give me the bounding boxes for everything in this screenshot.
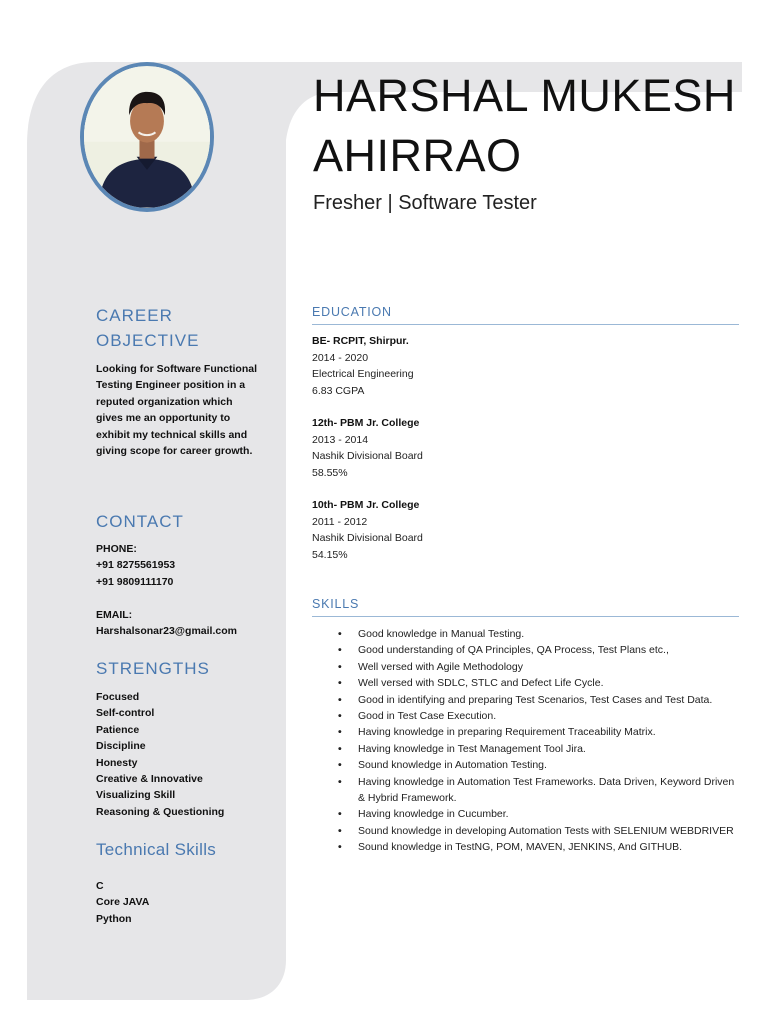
skill-item: • Sound knowledge in TestNG, POM, MAVEN, JENKINS, And GITHUB. [338, 839, 740, 855]
contact-heading: CONTACT [96, 512, 184, 531]
phone-number-2: +91 9809111170 [96, 575, 174, 588]
technical-skill-item: Python [96, 912, 132, 925]
education-institution: 12th- PBM Jr. College [312, 417, 420, 429]
skill-item: • Good in identifying and preparing Test Scenarios, Test Cases and Test Data. [338, 692, 740, 708]
technical-skill-item: C [96, 880, 104, 892]
strengths-list [96, 689, 224, 820]
education-score: 58.55% [312, 466, 348, 479]
email-address: Harshalsonar23@gmail.com [96, 625, 237, 638]
skill-item: • Good knowledge in Manual Testing. [338, 626, 740, 642]
education-heading: EDUCATION [312, 305, 392, 319]
candidate-name [313, 66, 736, 186]
strength-item: Self-control [96, 707, 155, 720]
skill-item: • Well versed with SDLC, STLC and Defect Life Cycle. [338, 675, 740, 691]
phone-number-1: +91 8275561953 [96, 559, 176, 572]
skill-item: • Having knowledge in Automation Test Frameworks. Data Driven, Keyword Driven & Hybrid Framework. [338, 774, 740, 807]
education-years: 2014 - 2020 [312, 351, 369, 364]
name-line-1: HARSHAL MUKESH [313, 70, 736, 121]
education-field: Nashik Divisional Board [312, 532, 423, 544]
skills-divider [312, 616, 739, 617]
technical-skills-list [96, 878, 149, 927]
education-institution: BE- RCPIT, Shirpur. [312, 335, 409, 347]
skills-heading: SKILLS [312, 597, 360, 611]
skill-item: • Sound knowledge in developing Automation Tests with SELENIUM WEBDRIVER [338, 823, 740, 839]
education-field: Nashik Divisional Board [312, 450, 423, 462]
contact-block [96, 541, 237, 639]
education-score: 54.15% [312, 548, 348, 561]
technical-skills-heading: Technical Skills [96, 840, 217, 859]
education-score: 6.83 CGPA [312, 384, 365, 397]
skill-item: • Well versed with Agile Methodology [338, 659, 740, 675]
strength-item: Discipline [96, 740, 146, 753]
strength-item: Patience [96, 723, 140, 736]
technical-skill-item: Core JAVA [96, 896, 150, 909]
strengths-heading: STRENGTHS [96, 659, 210, 678]
skill-item: • Having knowledge in preparing Requirement Traceability Matrix. [338, 724, 740, 740]
education-institution: 10th- PBM Jr. College [312, 499, 420, 511]
strength-item: Reasoning & Questioning [96, 805, 225, 818]
email-label: EMAIL: [96, 608, 133, 621]
skills-list [338, 626, 740, 856]
skill-item: • Sound knowledge in Automation Testing. [338, 757, 740, 773]
profile-photo [80, 62, 214, 212]
name-line-2: AHIRRAO [313, 130, 522, 181]
strength-item: Honesty [96, 756, 138, 769]
strength-item: Creative & Innovative [96, 773, 203, 786]
job-title: Fresher | Software Tester [313, 192, 537, 214]
education-entry [312, 415, 423, 481]
education-divider [312, 324, 739, 325]
skill-item: • Good in Test Case Execution. [338, 708, 740, 724]
strength-item: Focused [96, 691, 140, 703]
skill-item: • Having knowledge in Test Management Tool Jira. [338, 741, 740, 757]
education-years: 2013 - 2014 [312, 433, 369, 446]
skill-item: • Good understanding of QA Principles, QA Process, Test Plans etc., [338, 642, 740, 658]
education-field: Electrical Engineering [312, 368, 414, 380]
career-objective-heading: CAREER OBJECTIVE [96, 306, 200, 350]
education-entry [312, 333, 414, 399]
education-entry [312, 497, 423, 563]
phone-label: PHONE: [96, 543, 137, 555]
strength-item: Visualizing Skill [96, 789, 176, 802]
education-years: 2011 - 2012 [312, 515, 368, 528]
skill-item: • Having knowledge in Cucumber. [338, 806, 740, 822]
career-objective-text: Looking for Software Functional Testing Engineer position in a reputed organization which gives me an opportunity to exhibit my technical skills and giving scope for career growth. [96, 363, 257, 458]
